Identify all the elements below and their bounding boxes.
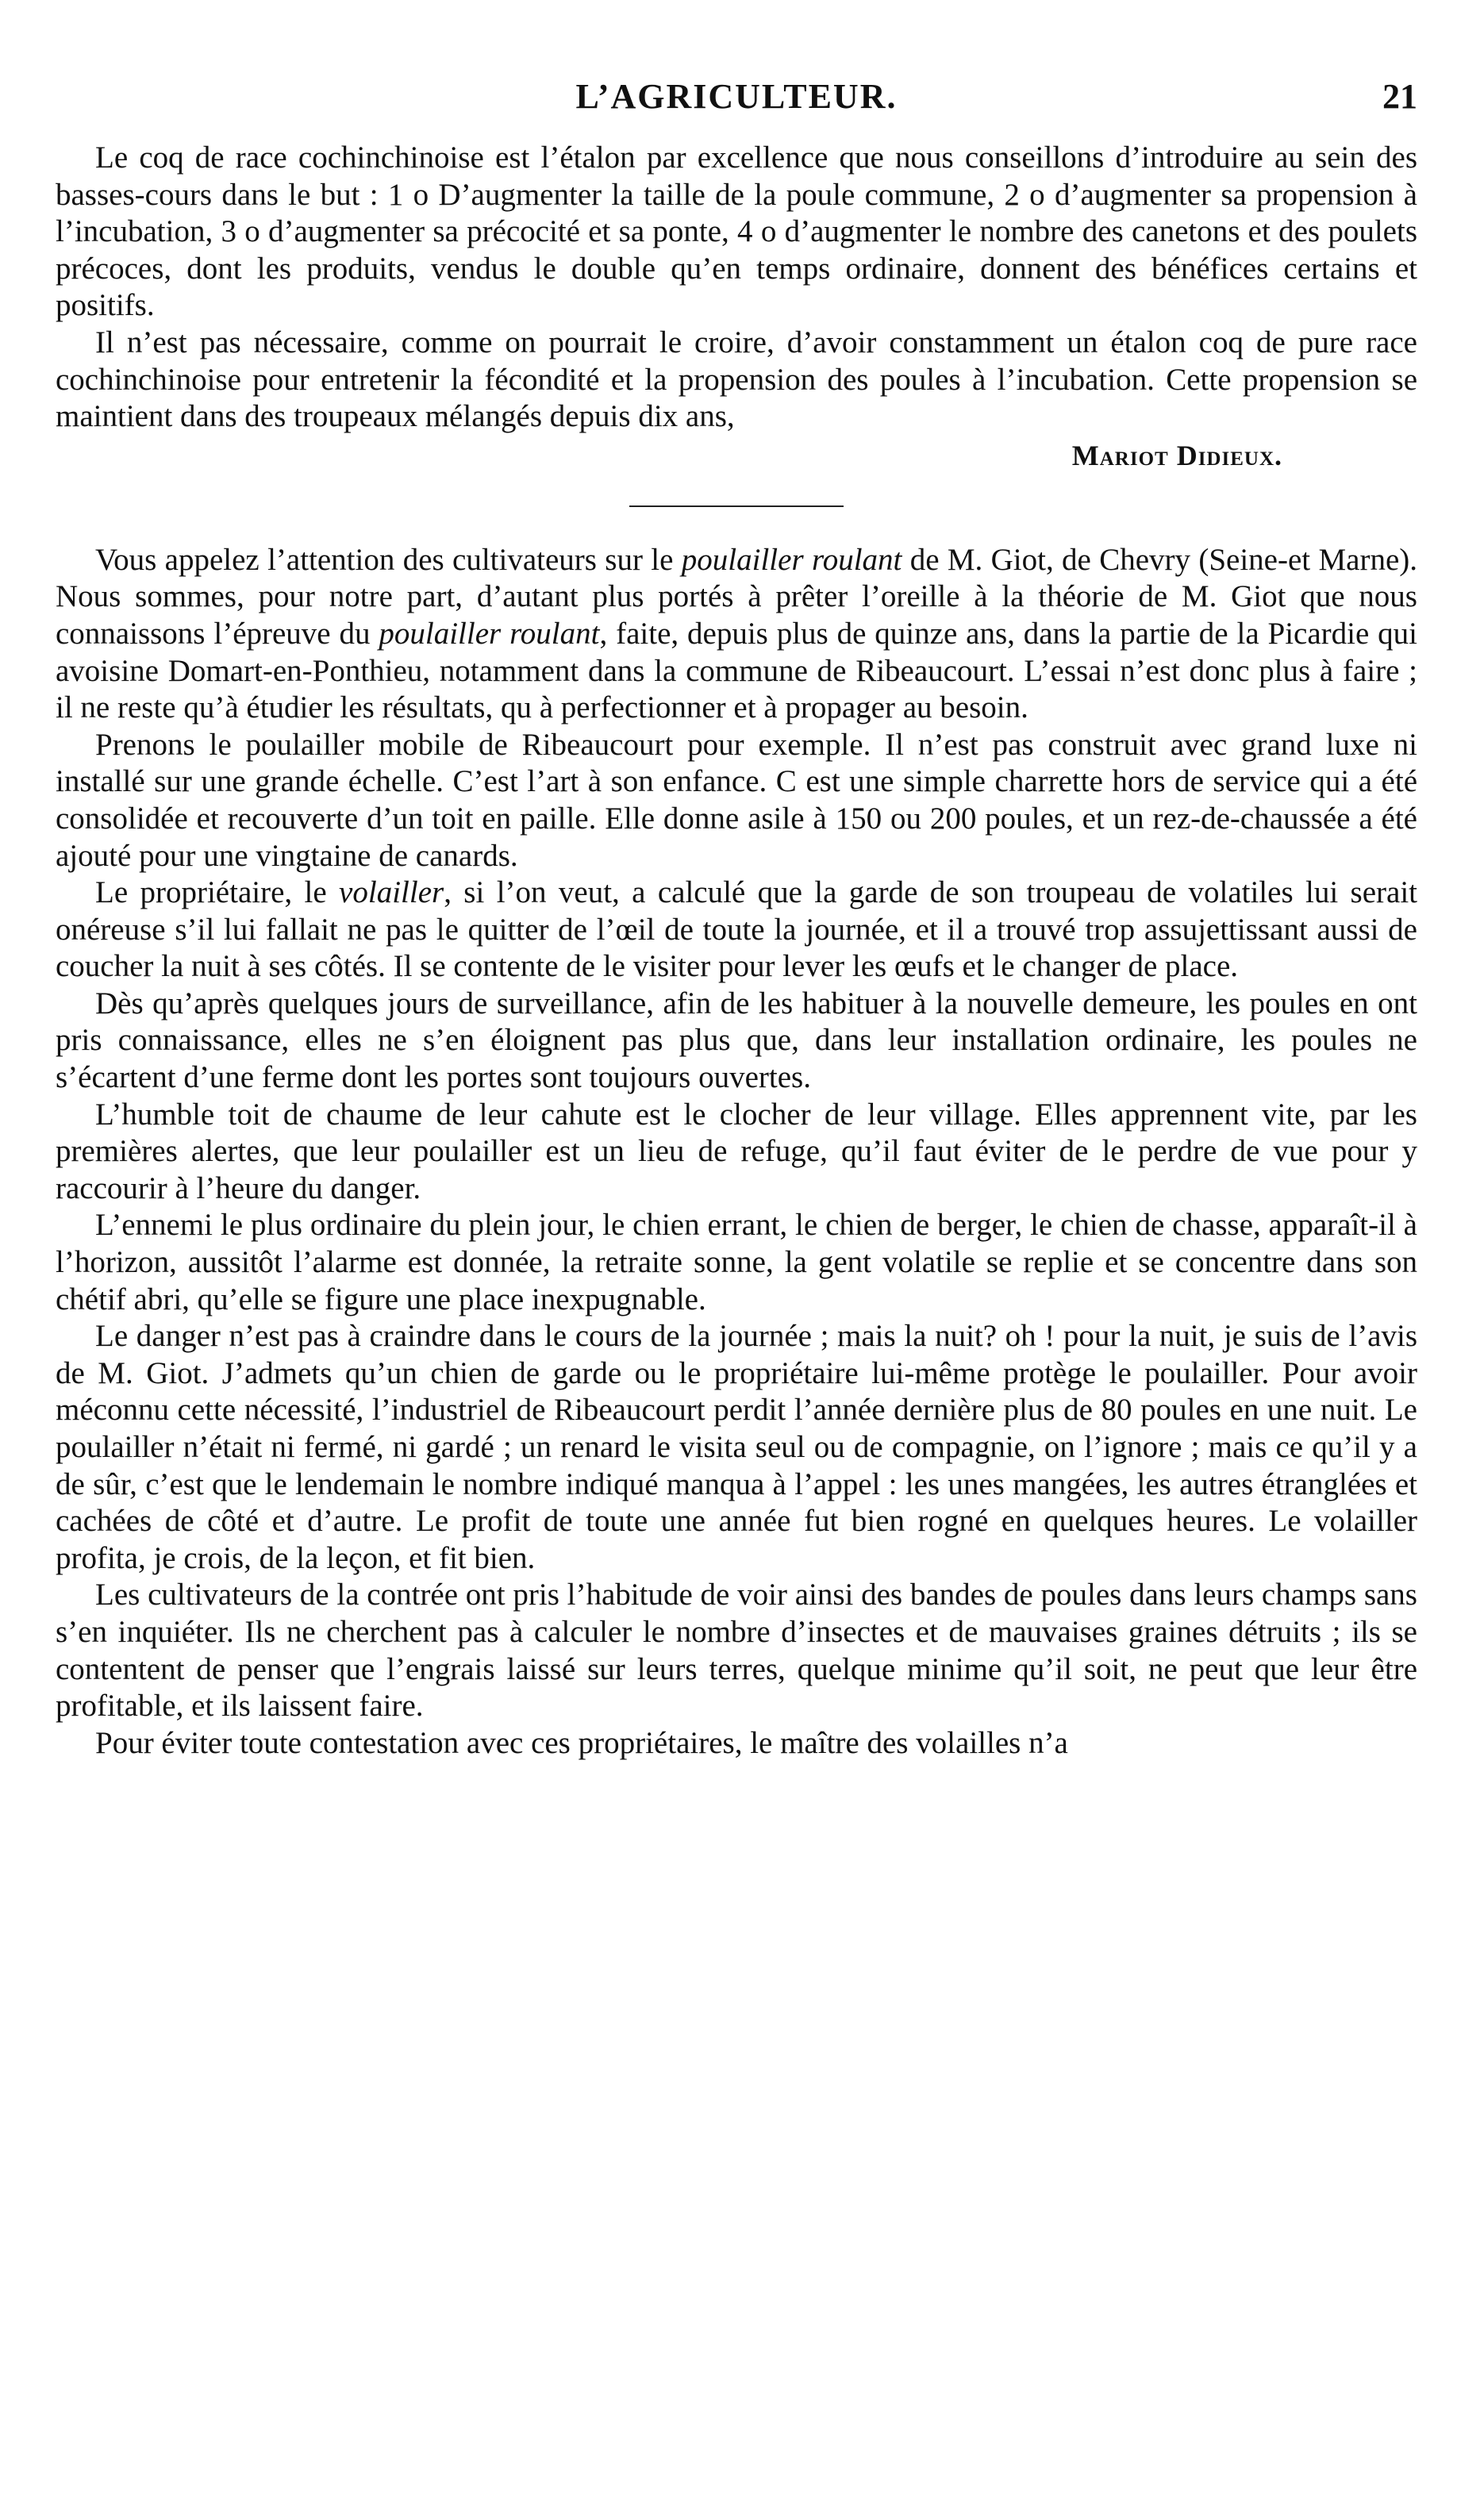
paragraph: Le danger n’est pas à craindre dans le cours de la journée ; mais la nuit? oh ! pour la nuit, je suis de l’avis de M. Giot. J’admets qu’un chien de garde ou le propriétaire lui-même protège le poulailler. Pour avoir méconnu cette nécessité, l’industriel de Ribeaucourt perdit l’année dernière plus de 80 poules en une nuit. Le poulailler n’était ni fermé, ni gardé ; un renard le visita seul ou de compagnie, on l’ignore ; mais ce qu’il y a de sûr, c’est que le lendemain le nombre indiqué manqua à l’appel : les unes mangées, les autres étranglées et cachées de côté et d’autre. Le profit de toute une année fut bien rogné en quelques heures. Le volailler profita, je crois, de la leçon, et fit bien. xyxy=(56,1319,1417,1575)
text-run: Le propriétaire, le xyxy=(95,875,340,910)
text-run: de M. Giot, de Chevry (Seine-et Marne). Nous sommes, pour notre part, d’autant plus portés à prêter l’oreille à la théorie de M. Giot que nous connaissons l’épreuve du xyxy=(56,542,1417,651)
page-number: 21 xyxy=(1382,77,1417,116)
text-run: Vous appelez l’attention des cultivateurs sur le xyxy=(95,542,682,577)
running-title: L’AGRICULTEUR. xyxy=(575,77,898,116)
article-poulailler-roulant xyxy=(56,542,1417,1762)
paragraph: L’humble toit de chaume de leur cahute est le clocher de leur village. Elles apprennent vite, par les premières alertes, que leur poulailler est un lieu de refuge, qu’il faut éviter de le perdre de vue pour y raccourir à l’heure du danger. xyxy=(56,1097,1417,1205)
paragraph: Pour éviter toute contestation avec ces propriétaires, le maître des volailles n’a xyxy=(95,1725,1068,1760)
italic-term: poulailler roulant xyxy=(379,616,600,651)
text-run: , faite, depuis plus de quinze ans, dans la partie de la Picardie qui avoisine Domart-en-Ponthieu, notamment dans la commune de Ribeaucourt. L’essai n’est donc plus à faire ; il ne reste qu’à étudier les résultats, qu à perfectionner et à propager au besoin. xyxy=(56,616,1417,725)
paragraph xyxy=(56,542,1417,727)
section-divider xyxy=(629,505,844,507)
paragraph: L’ennemi le plus ordinaire du plein jour, le chien errant, le chien de berger, le chien de chasse, apparaît-il à l’horizon, aussitôt l’alarme est donnée, la retraite sonne, la gent volatile se replie et se concentre dans son chétif abri, qu’elle se figure une place inexpugnable. xyxy=(56,1208,1417,1316)
running-head xyxy=(56,76,1417,140)
paragraph: Le coq de race cochinchinoise est l’étalon par excellence que nous conseillons d’introduire au sein des basses-cours dans le but : 1 o D’augmenter la taille de la poule commune, 2 o d’augmenter sa propension à l’incubation, 3 o d’augmenter sa précocité et sa ponte, 4 o d’augmenter le nombre des canetons et des poulets précoces, dont les produits, vendus le double qu’en temps ordinaire, donnent des bénéfices certains et positifs. xyxy=(56,140,1417,323)
italic-term: poulailler roulant xyxy=(681,542,902,577)
paragraph: Il n’est pas nécessaire, comme on pourrait le croire, d’avoir constamment un étalon coq de pure race cochinchinoise pour entretenir la fécondité et la propension des poules à l’incubation. Cette propension se maintient dans des troupeaux mélangés depuis dix ans, xyxy=(56,325,1417,434)
italic-term: volailler xyxy=(339,875,444,910)
author-signature: Mariot Didieux. xyxy=(1071,439,1282,471)
text-run: , si l’on veut, a calculé que la garde de son troupeau de volatiles lui serait onéreuse s’il lui fallait ne pas le quitter de l’œil de toute la journée, et il a trouvé trop assujettissant aussi de coucher la nuit à ses côtés. Il se contente de le visiter pour lever les œufs et le changer de place. xyxy=(56,875,1417,984)
paragraph: Les cultivateurs de la contrée ont pris l’habitude de voir ainsi des bandes de poules dans leurs champs sans s’en inquiéter. Ils ne cherchent pas à calculer le nombre d’insectes et de mauvaises graines détruits ; ils se contentent de penser que l’engrais laissé sur leurs terres, quelque minime qu’il soit, ne peut que leur être profitable, et ils laissent faire. xyxy=(56,1578,1417,1724)
article-cochinchinoise xyxy=(56,140,1417,474)
paragraph xyxy=(56,874,1417,986)
paragraph: Dès qu’après quelques jours de surveillance, afin de les habituer à la nouvelle demeure, les poules en ont pris connaissance, elles ne s’en éloignent pas plus que, dans leur installation ordinaire, les poules ne s’écartent d’une ferme dont les portes sont toujours ouvertes. xyxy=(56,986,1417,1095)
paragraph: Prenons le poulailler mobile de Ribeaucourt pour exemple. Il n’est pas construit avec grand luxe ni installé sur une grande échelle. C’est l’art à son enfance. C est une simple charrette hors de service qui a été consolidée et recouverte d’un toit en paille. Elle donne asile à 150 ou 200 poules, et un rez-de-chaussée a été ajouté pour une vingtaine de canards. xyxy=(56,727,1417,873)
